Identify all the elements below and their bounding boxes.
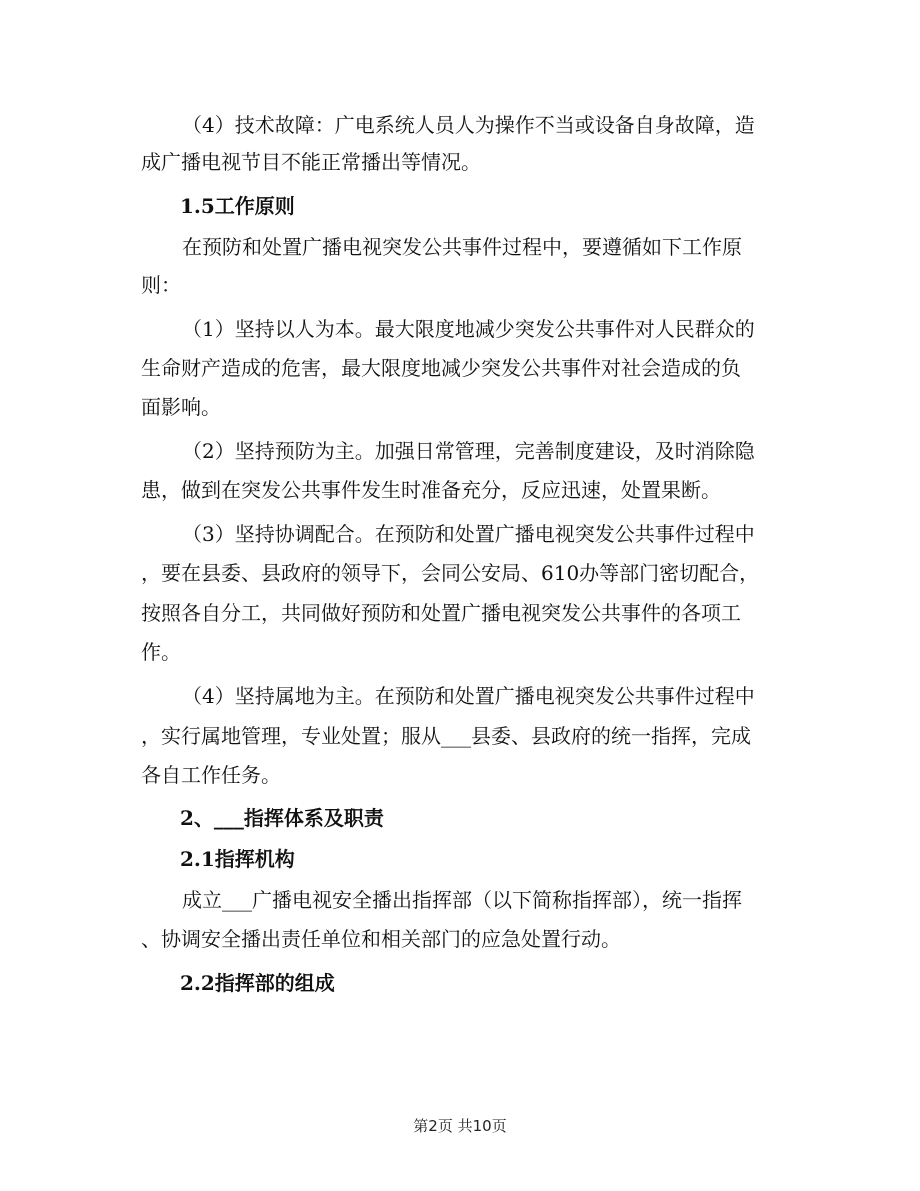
- paragraph-line: 患，做到在突发公共事件发生时准备充分，反应迅速，处置果断。: [141, 478, 721, 502]
- paragraph-line: 在预防和处置广播电视突发公共事件过程中，要遵循如下工作原: [182, 235, 742, 259]
- page-number-footer: 第2页 共10页: [413, 1117, 507, 1135]
- section-heading: 2、___指挥体系及职责: [180, 806, 384, 830]
- paragraph-line: 成广播电视节目不能正常播出等情况。: [141, 150, 481, 174]
- paragraph-line: ，要在县委、县政府的领导下，会同公安局、610办等部门密切配合，: [141, 561, 760, 585]
- paragraph-line: 面影响。: [141, 395, 221, 419]
- paragraph-line: （4）技术故障：广电系统人员人为操作不当或设备自身故障，造: [182, 113, 755, 137]
- paragraph-line: 则：: [141, 273, 181, 297]
- paragraph-line: （1）坚持以人为本。最大限度地减少突发公共事件对人民群众的: [182, 317, 755, 341]
- paragraph-line: 各自工作任务。: [141, 763, 281, 787]
- paragraph-line: 按照各自分工，共同做好预防和处置广播电视突发公共事件的各项工: [141, 601, 741, 625]
- section-heading: 1.5工作原则: [180, 194, 295, 218]
- paragraph-line: 作。: [141, 640, 181, 664]
- section-heading: 2.2指挥部的组成: [180, 971, 335, 995]
- paragraph-line: 生命财产造成的危害，最大限度地减少突发公共事件对社会造成的负: [141, 356, 741, 380]
- paragraph-line: （2）坚持预防为主。加强日常管理，完善制度建设，及时消除隐: [182, 439, 755, 463]
- paragraph-line: （3）坚持协调配合。在预防和处置广播电视突发公共事件过程中: [182, 522, 755, 546]
- paragraph-line: 成立___广播电视安全播出指挥部（以下简称指挥部），统一指挥: [182, 888, 742, 912]
- paragraph-line: 、协调安全播出责任单位和相关部门的应急处置行动。: [141, 927, 621, 951]
- paragraph-line: （4）坚持属地为主。在预防和处置广播电视突发公共事件过程中: [182, 684, 755, 708]
- paragraph-line: ，实行属地管理，专业处置；服从___县委、县政府的统一指挥，完成: [141, 724, 751, 748]
- section-heading: 2.1指挥机构: [180, 847, 295, 871]
